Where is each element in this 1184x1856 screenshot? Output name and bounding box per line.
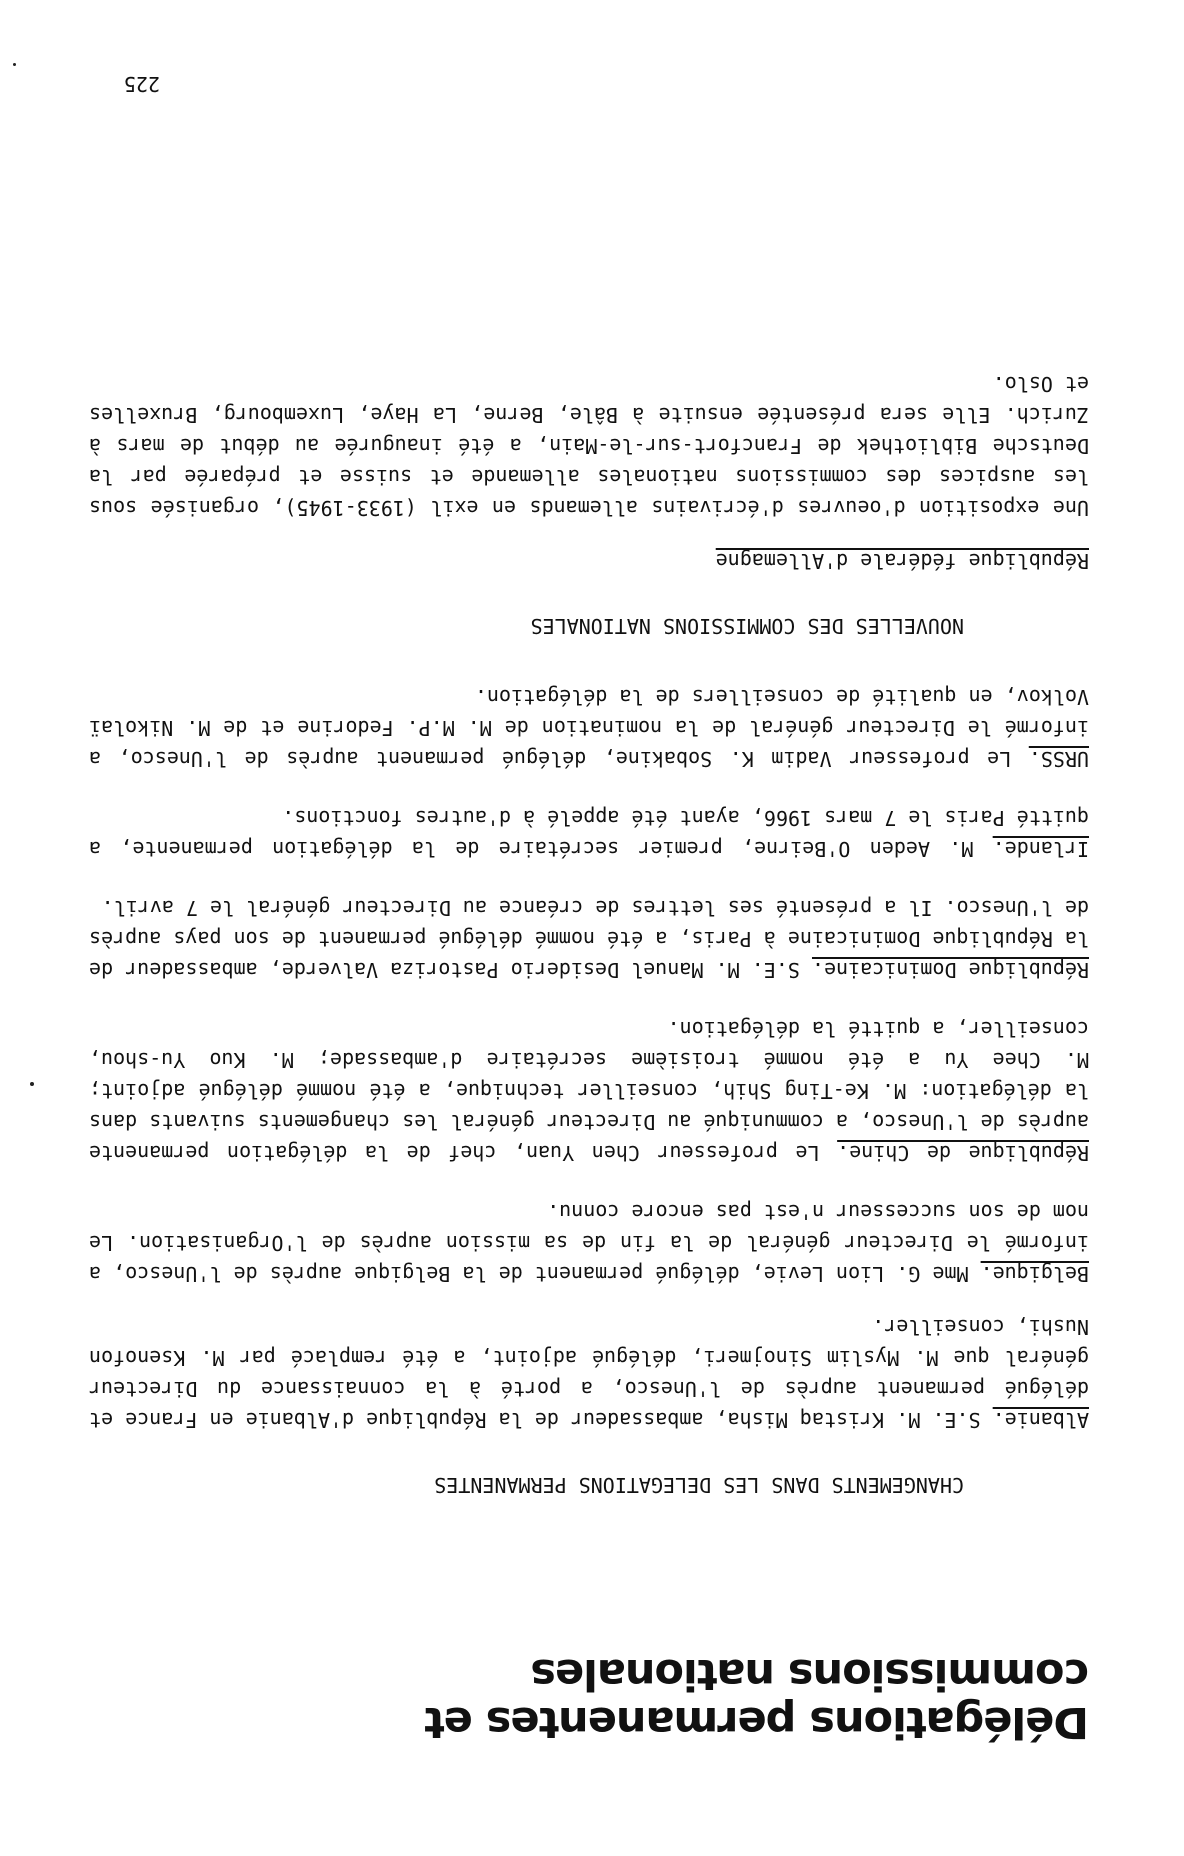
entry-dominicaine	[89, 892, 1089, 985]
entry-text: Le professeur Vadim K. Sobakine, délégué permanent auprès de l'Unesco, a informé le Directeur général de la nomination de M. M.P. Fedorine et de M. Nikolaï Volkov, en qualité de conseillers de la délégation.	[89, 685, 1089, 771]
entry-text: Mme G. Lion Levie, délégué permanent de la Belgique auprès de l'Unesco, a informé le Directeur général de la fin de sa mission auprès de l'Organisation. Le nom de son successeur n'est pas encore connu.	[89, 1200, 1089, 1286]
entry-albanie	[89, 1311, 1089, 1435]
scan-speck	[30, 1082, 34, 1086]
country-label: République de Chine.	[837, 1141, 1089, 1165]
title-line-2: commissions nationales	[531, 1649, 1089, 1699]
country-label: URSS.	[1028, 747, 1089, 771]
subheading-allemagne	[89, 545, 1089, 576]
entry-exposition: Une exposition d'oeuvres d'écrivains allemands en exil (1933-1945), organisée sous les auspices des commissions nationales allemande et suisse et préparée par la Deutsche Bibliothek de Francfort-sur-le-Main, a été inaugurée au début de mars à Zurich. Elle sera présentée ensuite à Bâle, Berne, La Haye, Luxembourg, Bruxelles et Oslo.	[89, 372, 1089, 520]
entry-text: Le professeur Chen Yuan, chef de la délégation permanente auprès de l'Unesco, a communiqué au Directeur général les changements suivants dans la délégation: M. Ke-Ting Shih, conseiller technique, a été nommé délégué adjoint; M. Chee Yu a été nommé troisième secrétaire d'ambassade; M. Kuo Yu-shou, conseiller, a quitté la délégation.	[89, 1017, 1089, 1165]
entry-irlande	[89, 802, 1089, 864]
page-number: 225	[123, 72, 160, 96]
entry-text: M. Aeden O'Beirne, premier secrétaire de la délégation permanente, a quitté Paris le 7 mars 1966, ayant été appelé à d'autres fonctions.	[89, 806, 1089, 861]
section-heading-delegations: CHANGEMENTS DANS LES DELEGATIONS PERMANENTES	[434, 1473, 964, 1497]
country-label: République Dominicaine.	[811, 958, 1089, 982]
entry-text: S.E. M. Kristaq Misha, ambassadeur de la République d'Albanie en France et délégué permanent auprès de l'Unesco, a porté à la connaissance du Directeur général que M. Myslim Sinojmeri, délégué adjoint, a été remplacé par M. Ksenofon Nushi, conseiller.	[89, 1315, 1089, 1432]
entry-chine	[89, 1013, 1089, 1168]
country-label: Irlande.	[992, 837, 1089, 861]
section-heading-commissions: NOUVELLES DES COMMISSIONS NATIONALES	[530, 614, 964, 638]
country-label: République fédérale d'Allemagne	[715, 549, 1089, 573]
page-title	[89, 1650, 1089, 1746]
country-label: Albanie.	[992, 1408, 1089, 1432]
country-label: Belgique.	[980, 1262, 1089, 1286]
page-content	[89, 340, 1089, 1746]
scan-speck	[13, 63, 16, 66]
entry-text: S.E. M. Manuel Desiderio Pastoriza Valverde, ambassadeur de la République Dominicaine à Paris, a été nommé délégué permanent de son pays auprès de l'Unesco. Il a présenté ses lettres de créance au Directeur général le 7 avril.	[89, 896, 1089, 982]
entry-belgique	[89, 1196, 1089, 1289]
entry-urss	[89, 681, 1089, 774]
title-line-1: Délégations permanentes et	[425, 1697, 1089, 1747]
